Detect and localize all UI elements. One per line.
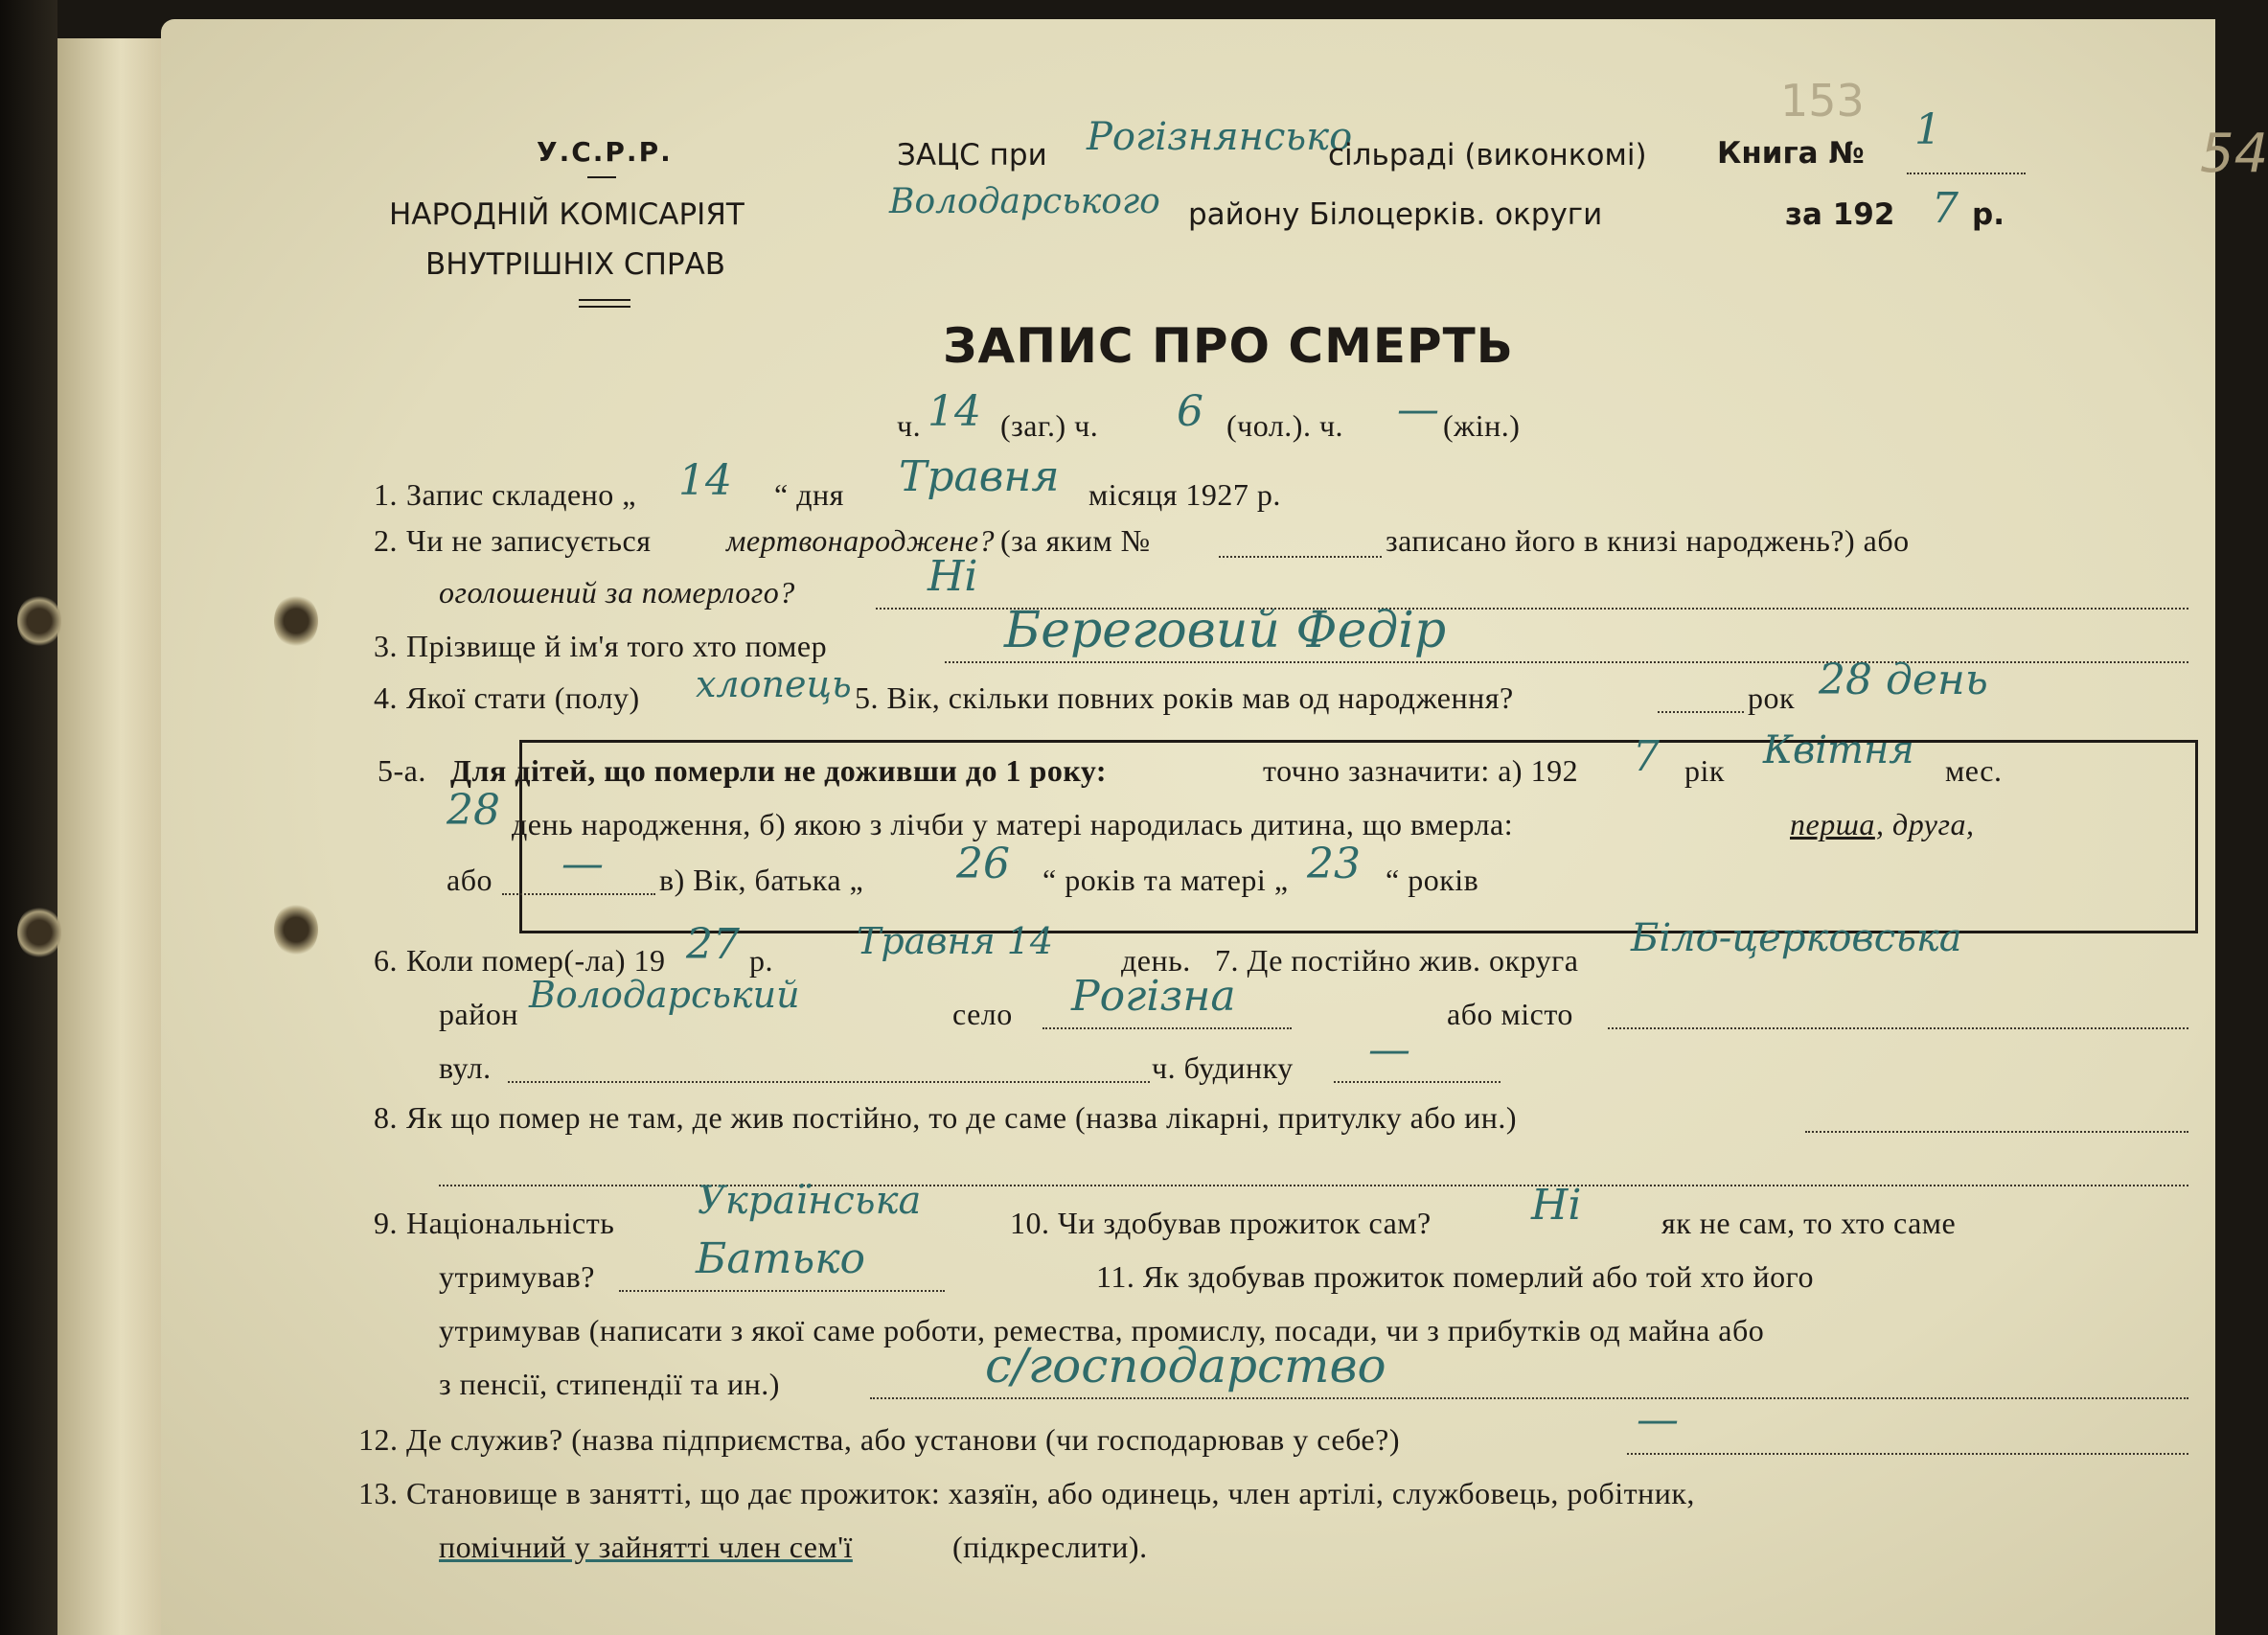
death-day-handwritten: Травня 14 <box>857 920 1054 962</box>
divider <box>587 176 616 178</box>
sex-handwritten: хлопець <box>696 663 852 705</box>
declared-dead-handwritten: Ні <box>928 552 978 601</box>
field-1-month: місяця 1927 р. <box>1088 477 1281 512</box>
field-7-city: або місто <box>1447 997 1573 1031</box>
field-2-stillborn: мертвонароджене? <box>726 523 996 558</box>
field-1-day: “ дня <box>774 477 844 512</box>
field-12-number: 12. <box>358 1422 399 1457</box>
male-number-handwritten: 6 <box>1177 387 1203 436</box>
field-2-declared-dead: оголошений за померлого? <box>439 575 795 610</box>
selo-handwritten: Рогізна <box>1071 972 1236 1021</box>
zags-line-suffix: сільраді (виконкомі) <box>1328 138 1647 173</box>
field-1-number: 1. <box>374 477 398 512</box>
field-7-house: ч. будинку <box>1152 1050 1294 1085</box>
dotted-rule <box>945 661 2188 663</box>
internal-affairs-label: ВНУТРІШНІХ СПРАВ <box>425 247 726 282</box>
book-number-label: Книга № <box>1717 136 1865 171</box>
field-5a-or: або <box>447 863 493 897</box>
field-5a-a: точно зазначити: а) 192 <box>1263 753 1579 788</box>
field-2-number-label: (за яким № <box>1000 523 1151 558</box>
field-10-who: як не сам, то хто саме <box>1661 1206 1957 1240</box>
field-11-line2: утримував (написати з якої саме роботи, ремества, промислу, посади, чи з прибутків од майна або <box>439 1313 1765 1347</box>
field-7-label: 7. Де постійно жив. округа <box>1215 943 1579 978</box>
birth-year-digit-handwritten: 7 <box>1633 732 1660 781</box>
field-3-label: Прізвище й ім'я того хто помер <box>406 629 828 663</box>
number-line-ch: ч. <box>897 408 922 443</box>
total-number-handwritten: 14 <box>928 387 981 436</box>
field-7-street: вул. <box>439 1050 492 1085</box>
raion-handwritten: Володарський <box>529 974 800 1016</box>
dotted-rule <box>1334 1081 1501 1083</box>
birth-day-handwritten: 28 <box>447 786 500 835</box>
field-12-label: Де служив? (назва підприємства, або установи (чи господарював у себе?) <box>406 1422 1400 1457</box>
field-5-label: 5. Вік, скільки повних років мав од народження? <box>855 680 1514 715</box>
dotted-rule <box>508 1081 1150 1083</box>
field-5a-first: перша <box>1790 807 1875 841</box>
field-13-underline-note: (підкреслити). <box>952 1530 1148 1564</box>
field-6-year: р. <box>749 943 773 978</box>
dotted-rule <box>502 893 655 895</box>
field-6-number: 6. <box>374 943 398 978</box>
commissariat-label: НАРОДНІЙ КОМІСАРІЯТ <box>389 197 745 232</box>
field-11-line3: з пенсії, стипендії та ин.) <box>439 1367 780 1401</box>
zags-line-prefix: ЗАЦС при <box>897 138 1047 173</box>
field-13-label: Становище в занятті, що дає прожиток: хазяїн, або одинець, член артілі, службовець, робітник, <box>406 1476 1695 1510</box>
field-10-label: 10. Чи здобував прожиток сам? <box>1010 1206 1432 1240</box>
field-2-birth-book: записано його в книзі народжень?) або <box>1386 523 1910 558</box>
field-5-year-label: рок <box>1748 680 1796 715</box>
field-7-raion: район <box>439 997 518 1031</box>
double-divider <box>579 299 630 308</box>
year-digit-handwritten: 7 <box>1932 184 1959 233</box>
field-5a-father-age: в) Вік, батька „ <box>659 863 864 897</box>
field-7-selo: село <box>952 997 1013 1031</box>
dotted-rule <box>1907 173 2026 174</box>
field-2-label: Чи не записується <box>406 523 652 558</box>
punch-hole <box>17 594 61 648</box>
book-number-handwritten: 1 <box>1914 105 1941 154</box>
field-5a-second: , друга, <box>1876 807 1975 841</box>
field-9-number: 9. <box>374 1206 398 1240</box>
death-record-page <box>161 19 2268 1635</box>
dotted-rule <box>1042 1027 1292 1029</box>
field-2-number: 2. <box>374 523 398 558</box>
dotted-rule <box>1608 1027 2188 1029</box>
record-day-handwritten: 14 <box>678 456 732 505</box>
birth-month-handwritten: Квітня <box>1763 728 1914 772</box>
field-1-label: Запис складено „ <box>406 477 636 512</box>
page-title: ЗАПИС ПРО СМЕРТЬ <box>943 318 1514 374</box>
record-month-handwritten: Травня <box>899 452 1060 501</box>
house-handwritten: — <box>1368 1025 1410 1074</box>
field-8-label: Як що помер не там, де жив постійно, то де саме (назва лікарні, притулку або ин.) <box>406 1100 1518 1135</box>
book-spine <box>0 0 57 1635</box>
field-5a-years: “ років <box>1386 863 1479 897</box>
dotted-rule <box>619 1290 945 1292</box>
age-handwritten: 28 день <box>1819 656 1988 704</box>
father-age-handwritten: 26 <box>956 840 1010 888</box>
margin-page-number: 54 <box>2200 123 2268 185</box>
district-handwritten: Володарського <box>889 182 1160 221</box>
village-council-handwritten: Рогізнянсько <box>1087 115 1353 159</box>
death-year-handwritten: 27 <box>686 920 740 969</box>
supporter-handwritten: Батько <box>696 1234 866 1283</box>
dotted-rule <box>870 1397 2188 1399</box>
field-13-family-member: помічний у зайнятті член сем'ї <box>439 1530 853 1564</box>
year-label-suffix: р. <box>1972 197 2005 232</box>
number-line-female: (жін.) <box>1443 408 1521 443</box>
dotted-rule <box>1627 1453 2188 1455</box>
pencil-note: 153 <box>1780 75 1865 127</box>
self-support-handwritten: Ні <box>1531 1181 1582 1230</box>
female-number-handwritten: — <box>1397 385 1439 434</box>
nationality-handwritten: Українська <box>698 1179 922 1223</box>
field-5a-mother-age: “ років та матері „ <box>1042 863 1289 897</box>
field-3-number: 3. <box>374 629 398 663</box>
dotted-rule <box>1805 1131 2188 1133</box>
field-4-label: Якої стати (полу) <box>406 680 640 715</box>
field-10-supported: утримував? <box>439 1259 595 1294</box>
number-line-male: (чол.). ч. <box>1226 408 1344 443</box>
okruha-handwritten: Біло-церковська <box>1631 916 1962 960</box>
field-5a-day-label: день народження, б) якою з лічби у матері народилась дитина, що вмерла: <box>512 807 1514 841</box>
district-line-suffix: району Білоцерків. округи <box>1188 197 1603 232</box>
field-6-label: Коли помер(-ла) 19 <box>406 943 666 978</box>
deceased-name-handwritten: Береговий Федір <box>1004 602 1447 659</box>
child-order-handwritten: — <box>561 840 604 888</box>
punch-hole <box>17 906 61 959</box>
field-5a-bold-label: Для дітей, що померли не доживши до 1 року: <box>450 753 1108 788</box>
dotted-rule <box>1219 556 1382 558</box>
field-8-number: 8. <box>374 1100 398 1135</box>
adjacent-page-edge <box>57 38 166 1635</box>
number-line-total: (заг.) ч. <box>1000 408 1099 443</box>
field-5a-number: 5-а. <box>378 753 426 788</box>
field-4-number: 4. <box>374 680 398 715</box>
field-11-label: 11. Як здобував прожиток померлий або той хто його <box>1096 1259 1814 1294</box>
punch-hole <box>274 903 318 956</box>
year-label-prefix: за 192 <box>1785 197 1895 232</box>
field-13-number: 13. <box>358 1476 399 1510</box>
field-5a-month: мес. <box>1945 753 2003 788</box>
usrr-label: У.С.Р.Р. <box>537 136 673 168</box>
mother-age-handwritten: 23 <box>1307 840 1361 888</box>
field-5a-year: рік <box>1684 753 1725 788</box>
punch-hole <box>274 594 318 648</box>
dotted-rule <box>1658 711 1744 713</box>
occupation-handwritten: с/господарство <box>985 1338 1386 1393</box>
field-9-label: Національність <box>406 1206 615 1240</box>
served-handwritten: — <box>1637 1395 1679 1444</box>
field-6-day: день. <box>1121 943 1191 978</box>
